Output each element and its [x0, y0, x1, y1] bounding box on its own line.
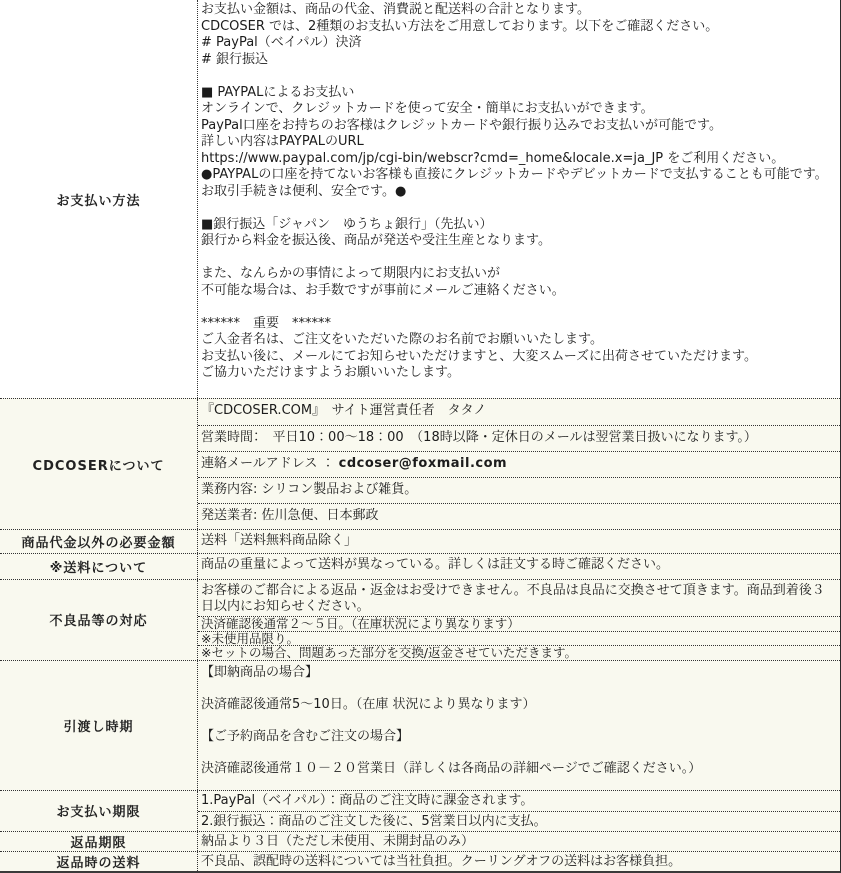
text-line: [201, 250, 837, 267]
text-line: [201, 713, 837, 729]
text-line: PayPal口座をお持ちのお客様はクレジットカードや銀行振り込みでお支払いが可能です。: [201, 117, 722, 133]
extra-fees-content: [197, 530, 840, 553]
extra-fees-text: 送料「送料無料商品除く」: [201, 533, 358, 548]
contact-email-address: cdcoser@foxmail.com: [338, 456, 508, 471]
row-defective-items: [0, 579, 840, 660]
text-line: 銀行から料金を振込後、商品が発送や受注生産となります。: [201, 233, 551, 248]
text-line: お支払い金額は、商品の代金、消費説と配送料の合計となります。: [201, 2, 590, 17]
text-line: 決済確認後通常5～10日。（在庫 状況により異なります）: [201, 696, 536, 712]
return-deadline-text: 納品より３日（ただし未使用、未開封品のみ）: [201, 833, 475, 849]
contact-email-label: 連絡メールアドレス ：: [201, 456, 339, 471]
text-line: 決済確認後通常１０－２０営業日（詳しくは各商品の詳細ページでご確認ください。）: [201, 760, 702, 776]
row-payment-deadline: [0, 790, 840, 831]
text-line: ■ PAYPALによるお支払い: [201, 84, 355, 100]
about-business-hours: 営業時間： 平日10：00～18：00 （18時以降・定休日のメールは翌営業日扱いになります。）: [198, 425, 840, 451]
text-line: ****** 重要 ******: [201, 315, 332, 331]
delivery-time-text: [198, 661, 840, 777]
row-header-about-cdcoser: CDCOSERについて: [32, 458, 165, 474]
row-header-payment-method: お支払い方法: [56, 193, 141, 209]
about-shipping-carriers: 発送業者: 佐川急便、日本郵政: [198, 503, 840, 529]
text-line: https://www.paypal.com/jp/cgi-bin/webscr?cmd=_home&locale.x=ja_JP をご利用ください。: [201, 150, 785, 166]
text-line: ●PAYPALの口座を持てないお客様も直接にクレジットカードやデビットカードで支払することも可能です。: [201, 167, 828, 182]
text-line: # PayPal（ベイパル）決済: [201, 35, 362, 50]
text-line: また、なんらかの事情によって期限内にお支払いが: [201, 266, 501, 281]
text-line: ご入金者名は、ご注文をいただいた際のお名前でお願いいたします。: [201, 332, 603, 347]
row-header-defective-items: 不良品等の対応: [49, 614, 148, 630]
text-line: 【ご予約商品を含むご注文の場合】: [201, 728, 410, 744]
row-header-return-shipping: 返品時の送料: [56, 855, 141, 871]
return-shipping-text: 不良品、誤配時の送料については当社負担。クーリングオフの送料はお客様負担。: [201, 853, 682, 869]
text-line: [201, 68, 837, 85]
defective-unused-only: ※未使用品限り。: [198, 631, 840, 646]
row-header-extra-fees: 商品代金以外の必要金額: [21, 536, 176, 551]
text-line: [201, 745, 837, 761]
delivery-time-content: [197, 661, 840, 790]
row-extra-fees: [0, 529, 840, 553]
payment-deadline-content: [197, 791, 840, 831]
text-line: [201, 681, 837, 697]
text-line: オンラインで、クレジットカードを使って安全・簡単にお支払いができます。: [201, 101, 654, 116]
defective-exchange-days: 決済確認後通常２～５日。（在庫状況により異なります）: [198, 616, 840, 631]
defective-items-content: [197, 580, 840, 660]
row-header-shipping-fee: ※送料について: [49, 561, 148, 576]
shipping-fee-text: 商品の重量によって送料が異なっている。詳しくは註文する時ご確認ください。: [201, 557, 670, 572]
row-shipping-fee: [0, 553, 840, 579]
about-cdcoser-content: [197, 399, 840, 529]
payment-deadline-paypal: 1.PayPal（ベイパル）：商品のご注文時に課金されます。: [201, 792, 534, 808]
text-line: [201, 200, 837, 217]
payment-method-text: [198, 0, 840, 382]
row-header-return-deadline: 返品期限: [70, 835, 127, 851]
about-contact-email-row: [198, 451, 840, 477]
row-payment-method: [0, 0, 840, 398]
about-business-description: 業務内容: シリコン製品および雑貨。: [198, 477, 840, 503]
text-line: CDCOSER では、2種類のお支払い方法をご用意しております。以下をご確認ください。: [201, 18, 719, 34]
payment-method-content: [197, 0, 840, 398]
row-header-delivery-time: 引渡し時期: [63, 719, 134, 735]
shipping-fee-content: [197, 554, 840, 579]
about-site-owner: 『CDCOSER.COM』 サイト運営責任者 タタノ: [201, 403, 487, 418]
text-line: 【即納商品の場合】: [201, 664, 319, 680]
return-deadline-content: [197, 832, 840, 851]
payment-deadline-bank: 2.銀行振込：商品のご注文した後に、5営業日以内に支払。: [198, 811, 840, 831]
text-line: 不可能な場合は、お手数ですが事前にメールご連絡ください。: [201, 282, 565, 298]
text-line: お取引手続きは便利、安全です。●: [201, 183, 407, 199]
text-line: ■銀行振込「ジャパン ゆうちょ銀行」（先払い）: [201, 216, 493, 232]
row-about-cdcoser: [0, 398, 840, 529]
row-delivery-time: [0, 660, 840, 790]
defective-policy-text: お客様のご都合による返品・返金はお受けできません。不良品は良品に交換させて頂きます。商品到着後３日以内にお知らせください。: [201, 583, 825, 614]
text-line: 詳しい内容はPAYPALのURL: [201, 134, 364, 149]
text-line: # 銀行振込: [201, 51, 269, 67]
text-line: ご協力いただけますようお願いいたします。: [201, 365, 460, 380]
text-line: お支払い後に、メールにてお知らせいただけますと、大変スムーズに出荷させていただけます。: [201, 348, 758, 364]
defective-set-policy: ※セットの場合、問題あった部分を交換/返金させていただきます。: [198, 645, 840, 660]
row-header-payment-deadline: お支払い期限: [56, 805, 141, 820]
row-return-deadline: [0, 831, 840, 851]
text-line: [201, 299, 837, 316]
